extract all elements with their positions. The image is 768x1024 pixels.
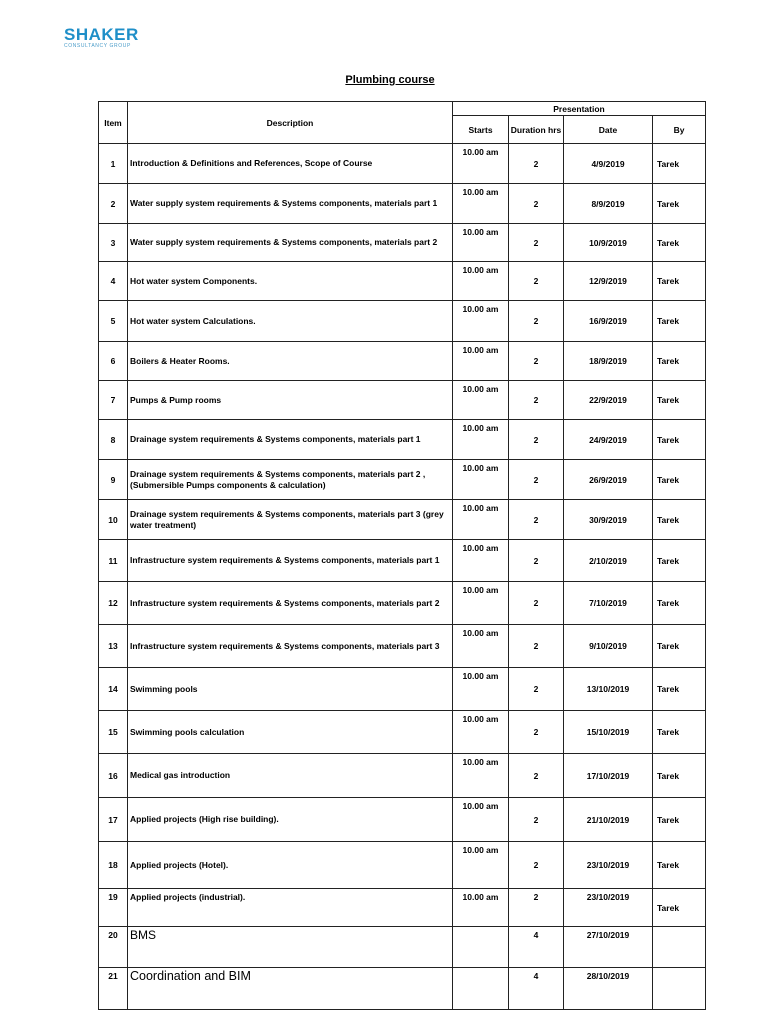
header-duration: Duration hrs: [509, 116, 564, 144]
cell-item: 13: [99, 625, 128, 668]
cell-starts: 10.00 am: [453, 540, 509, 582]
header-date: Date: [564, 116, 653, 144]
cell-date: 21/10/2019: [564, 798, 653, 842]
table-row: [99, 798, 706, 842]
document-title: Plumbing course: [345, 74, 435, 86]
cell-starts: 10.00 am: [453, 798, 509, 842]
cell-description: Drainage system requirements & Systems components, materials part 2 ,(Submersible Pumps components & calculation): [128, 460, 453, 500]
cell-date: 22/9/2019: [564, 381, 653, 420]
cell-by: Tarek: [653, 842, 706, 889]
cell-item: 12: [99, 582, 128, 625]
cell-description: Swimming pools: [128, 668, 453, 711]
cell-duration: 4: [509, 927, 564, 968]
cell-description: Applied projects (industrial).: [128, 889, 453, 927]
cell-date: 7/10/2019: [564, 582, 653, 625]
cell-date: 12/9/2019: [564, 262, 653, 301]
cell-duration: 4: [509, 968, 564, 1010]
table-row: [99, 184, 706, 224]
header-item: Item: [99, 102, 128, 144]
cell-description: Water supply system requirements & Systems components, materials part 2: [128, 224, 453, 262]
cell-duration: 2: [509, 420, 564, 460]
cell-date: 18/9/2019: [564, 342, 653, 381]
table-row: [99, 582, 706, 625]
cell-by: [653, 927, 706, 968]
cell-item: 17: [99, 798, 128, 842]
cell-starts: 10.00 am: [453, 711, 509, 754]
cell-starts: 10.00 am: [453, 625, 509, 668]
cell-date: 17/10/2019: [564, 754, 653, 798]
cell-by: Tarek: [653, 420, 706, 460]
cell-date: 10/9/2019: [564, 224, 653, 262]
cell-item: 19: [99, 889, 128, 927]
cell-duration: 2: [509, 301, 564, 342]
cell-starts: 10.00 am: [453, 420, 509, 460]
cell-by: Tarek: [653, 668, 706, 711]
cell-item: 8: [99, 420, 128, 460]
cell-date: 24/9/2019: [564, 420, 653, 460]
cell-by: Tarek: [653, 754, 706, 798]
cell-by: [653, 968, 706, 1010]
cell-by: Tarek: [653, 711, 706, 754]
cell-starts: 10.00 am: [453, 668, 509, 711]
table-row: [99, 540, 706, 582]
table-row: [99, 381, 706, 420]
cell-description: Water supply system requirements & Systems components, materials part 1: [128, 184, 453, 224]
schedule-table: [98, 101, 706, 1010]
cell-duration: 2: [509, 668, 564, 711]
cell-description: Applied projects (Hotel).: [128, 842, 453, 889]
cell-duration: 2: [509, 625, 564, 668]
cell-duration: 2: [509, 500, 564, 540]
table-row: [99, 668, 706, 711]
cell-item: 1: [99, 144, 128, 184]
table-row: [99, 754, 706, 798]
cell-by: Tarek: [653, 460, 706, 500]
table-row: [99, 968, 706, 1010]
cell-duration: 2: [509, 144, 564, 184]
cell-description: Infrastructure system requirements & Systems components, materials part 2: [128, 582, 453, 625]
table-row: [99, 927, 706, 968]
cell-duration: 2: [509, 889, 564, 927]
cell-date: 8/9/2019: [564, 184, 653, 224]
cell-description: Drainage system requirements & Systems components, materials part 3 (grey water treatment): [128, 500, 453, 540]
table-row: [99, 625, 706, 668]
cell-by: Tarek: [653, 381, 706, 420]
cell-by: Tarek: [653, 262, 706, 301]
cell-duration: 2: [509, 754, 564, 798]
cell-duration: 2: [509, 381, 564, 420]
cell-by: Tarek: [653, 798, 706, 842]
cell-duration: 2: [509, 184, 564, 224]
cell-item: 4: [99, 262, 128, 301]
cell-starts: 10.00 am: [453, 224, 509, 262]
cell-duration: 2: [509, 460, 564, 500]
cell-starts: 10.00 am: [453, 582, 509, 625]
logo-text: SHAKER: [64, 25, 139, 44]
table-row: [99, 144, 706, 184]
cell-starts: 10.00 am: [453, 184, 509, 224]
cell-description: Hot water system Components.: [128, 262, 453, 301]
cell-starts: 10.00 am: [453, 342, 509, 381]
header-by: By: [653, 116, 706, 144]
cell-by: Tarek: [653, 342, 706, 381]
cell-date: 30/9/2019: [564, 500, 653, 540]
cell-item: 21: [99, 968, 128, 1010]
cell-by: Tarek: [653, 582, 706, 625]
cell-starts: 10.00 am: [453, 460, 509, 500]
table-row: [99, 842, 706, 889]
header-starts: Starts: [453, 116, 509, 144]
cell-date: 4/9/2019: [564, 144, 653, 184]
cell-description: Pumps & Pump rooms: [128, 381, 453, 420]
cell-duration: 2: [509, 711, 564, 754]
cell-date: 9/10/2019: [564, 625, 653, 668]
header-description: Description: [128, 102, 453, 144]
cell-item: 18: [99, 842, 128, 889]
cell-item: 20: [99, 927, 128, 968]
cell-item: 3: [99, 224, 128, 262]
cell-item: 11: [99, 540, 128, 582]
cell-item: 2: [99, 184, 128, 224]
table-row: [99, 224, 706, 262]
table-row: [99, 460, 706, 500]
cell-starts: 10.00 am: [453, 144, 509, 184]
cell-starts: 10.00 am: [453, 301, 509, 342]
table-row: [99, 711, 706, 754]
cell-by: Tarek: [653, 540, 706, 582]
cell-item: 16: [99, 754, 128, 798]
cell-by: Tarek: [653, 184, 706, 224]
cell-starts: 10.00 am: [453, 842, 509, 889]
cell-by: Tarek: [653, 625, 706, 668]
table-row: [99, 301, 706, 342]
cell-starts: 10.00 am: [453, 500, 509, 540]
cell-description: Medical gas introduction: [128, 754, 453, 798]
cell-by: Tarek: [653, 500, 706, 540]
company-logo: [64, 26, 139, 49]
cell-starts: 10.00 am: [453, 889, 509, 927]
cell-starts: [453, 927, 509, 968]
table-row: [99, 420, 706, 460]
cell-duration: 2: [509, 540, 564, 582]
cell-starts: 10.00 am: [453, 381, 509, 420]
cell-item: 15: [99, 711, 128, 754]
cell-duration: 2: [509, 262, 564, 301]
cell-description: BMS: [128, 927, 453, 968]
cell-description: Boilers & Heater Rooms.: [128, 342, 453, 381]
cell-date: 27/10/2019: [564, 927, 653, 968]
cell-date: 28/10/2019: [564, 968, 653, 1010]
cell-duration: 2: [509, 224, 564, 262]
cell-by: Tarek: [653, 144, 706, 184]
cell-starts: [453, 968, 509, 1010]
cell-by: Tarek: [653, 301, 706, 342]
cell-by: Tarek: [653, 889, 706, 927]
cell-item: 14: [99, 668, 128, 711]
cell-duration: 2: [509, 842, 564, 889]
cell-date: 16/9/2019: [564, 301, 653, 342]
cell-date: 26/9/2019: [564, 460, 653, 500]
cell-item: 7: [99, 381, 128, 420]
cell-description: Hot water system Calculations.: [128, 301, 453, 342]
cell-item: 5: [99, 301, 128, 342]
cell-duration: 2: [509, 582, 564, 625]
cell-date: 15/10/2019: [564, 711, 653, 754]
cell-date: 23/10/2019: [564, 889, 653, 927]
cell-duration: 2: [509, 798, 564, 842]
cell-by: Tarek: [653, 224, 706, 262]
cell-description: Coordination and BIM: [128, 968, 453, 1010]
cell-description: Infrastructure system requirements & Systems components, materials part 1: [128, 540, 453, 582]
table-row: [99, 500, 706, 540]
cell-date: 2/10/2019: [564, 540, 653, 582]
cell-date: 23/10/2019: [564, 842, 653, 889]
cell-starts: 10.00 am: [453, 754, 509, 798]
logo-subtext: CONSULTANCY GROUP: [64, 43, 131, 49]
cell-starts: 10.00 am: [453, 262, 509, 301]
cell-description: Applied projects (High rise building).: [128, 798, 453, 842]
table-row: [99, 889, 706, 927]
cell-item: 9: [99, 460, 128, 500]
cell-description: Infrastructure system requirements & Systems components, materials part 3: [128, 625, 453, 668]
cell-description: Swimming pools calculation: [128, 711, 453, 754]
cell-item: 10: [99, 500, 128, 540]
header-presentation: Presentation: [453, 102, 706, 116]
cell-description: Introduction & Definitions and References, Scope of Course: [128, 144, 453, 184]
cell-duration: 2: [509, 342, 564, 381]
table-row: [99, 342, 706, 381]
cell-item: 6: [99, 342, 128, 381]
cell-description: Drainage system requirements & Systems components, materials part 1: [128, 420, 453, 460]
cell-date: 13/10/2019: [564, 668, 653, 711]
table-row: [99, 262, 706, 301]
